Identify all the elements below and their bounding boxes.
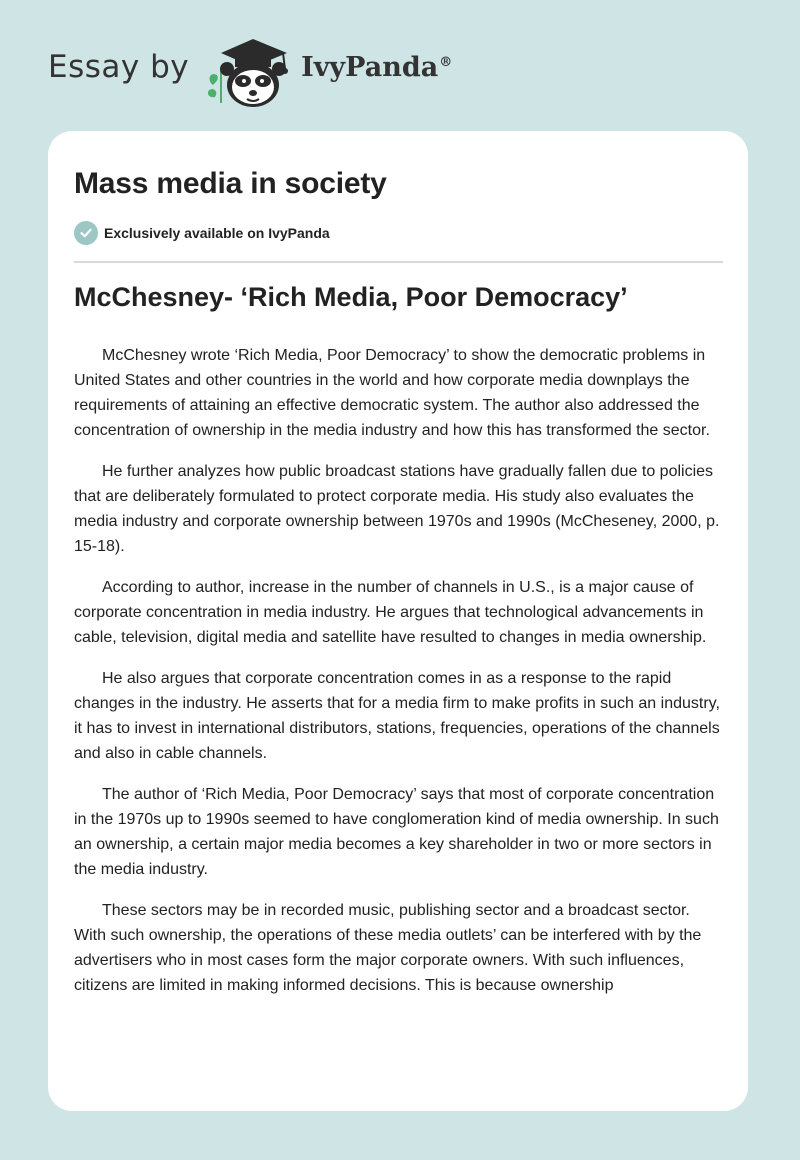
section-heading: McChesney- ‘Rich Media, Poor Democracy’ bbox=[74, 282, 628, 312]
panda-graduate-icon[interactable] bbox=[203, 31, 295, 109]
essay-paragraph-5: The author of ‘Rich Media, Poor Democracy’ says that most of corporate concentration in the 1970s up to 1990s seemed to have conglomeration kind of media ownership. In such an ownership, a certain major media becomes a key shareholder in two or more sectors in the media industry. bbox=[74, 786, 719, 878]
essay-body bbox=[74, 343, 726, 1014]
page-title: Mass media in society bbox=[74, 167, 387, 200]
brand-name-text: IvyPanda bbox=[301, 51, 439, 83]
essay-paragraph-2: He further analyzes how public broadcast stations have gradually fallen due to policies that are deliberately formulated to protect corporate media. His study also evaluates the media industry and corporate ownership between 1970s and 1990s (McCheseney, 2000, p. 15-18). bbox=[74, 463, 720, 555]
title-divider bbox=[74, 261, 723, 263]
essay-paragraph-6: These sectors may be in recorded music, publishing sector and a broadcast sector. With such ownership, the operations of these media outlets’ can be interfered with by the advertisers who in most cases form the major corporate owners. With such influences, citizens are limited in making informed decisions. This is because ownership bbox=[74, 902, 702, 994]
brand-prefix: Essay by bbox=[48, 49, 190, 85]
essay-card bbox=[48, 131, 748, 1111]
check-circle-icon bbox=[74, 221, 98, 245]
essay-paragraph-4: He also argues that corporate concentration comes in as a response to the rapid changes in the industry. He asserts that for a media firm to make profits in such an industry, it has to invest in international distributors, stations, frequencies, operations of the channels and also in cable channels. bbox=[74, 670, 720, 762]
exclusive-badge-text: Exclusively available on IvyPanda bbox=[104, 225, 330, 241]
registered-mark: ® bbox=[439, 54, 453, 70]
essay-paragraph-1: McChesney wrote ‘Rich Media, Poor Democracy’ to show the democratic problems in United States and other countries in the world and how corporate media downplays the requirements of attaining an effective democratic system. The author also addressed the concentration of ownership in the media industry and how this has transformed the sector. bbox=[74, 347, 710, 439]
essay-paragraph-3: According to author, increase in the number of channels in U.S., is a major cause of corporate concentration in media industry. He argues that technological advancements in cable, television, digital media and satellite have resulted to changes in media ownership. bbox=[74, 579, 707, 646]
exclusive-badge bbox=[74, 221, 330, 245]
site-header bbox=[48, 30, 452, 110]
brand-name bbox=[301, 52, 452, 83]
